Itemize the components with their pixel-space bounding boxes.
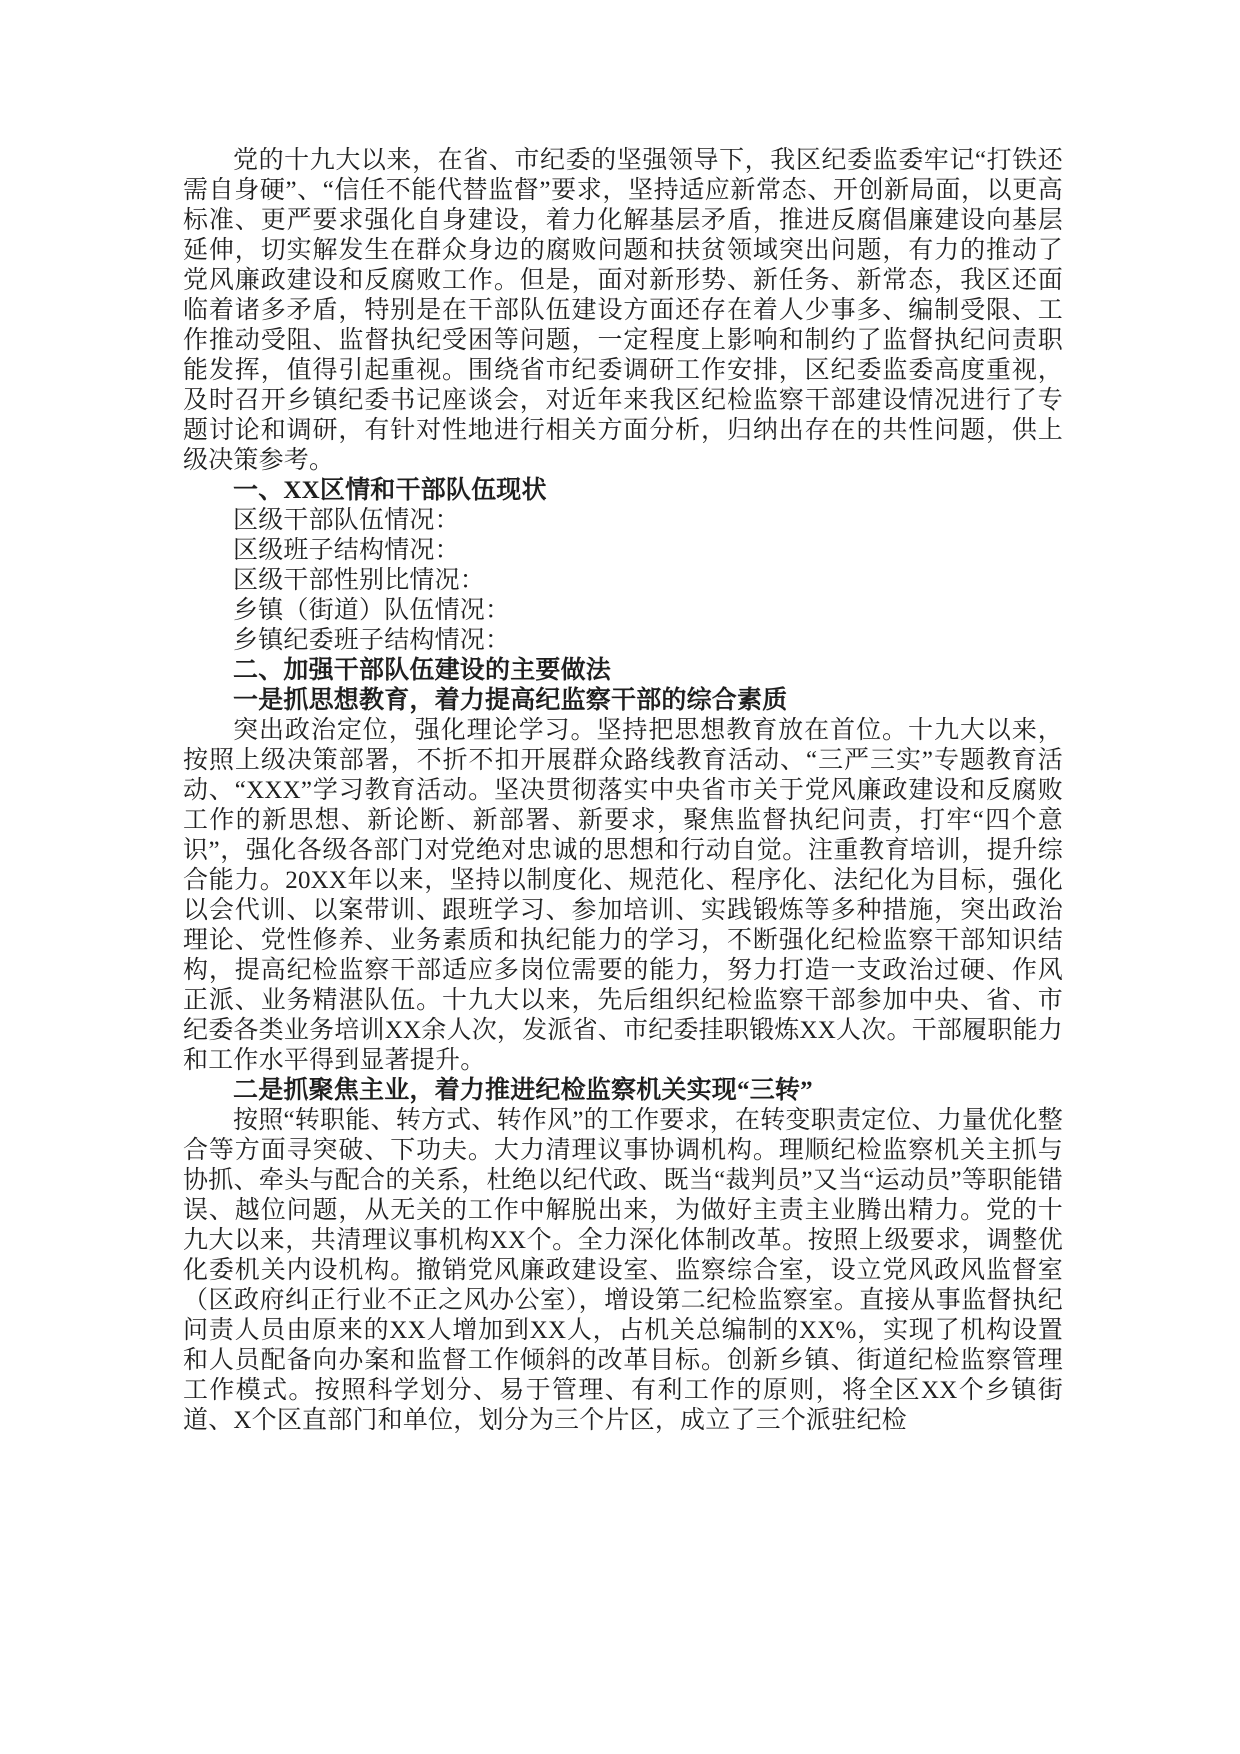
section-heading: 一、XX区情和干部队伍现状 — [233, 477, 547, 504]
paragraph: 党的十九大以来，在省、市纪委的坚强领导下，我区纪委监委牢记“打铁还需自身硬”、“信任不能代替监督”要求，坚持适应新常态、开创新局面，以更高标准、更严要求强化自身建设，着力化解基层矛盾，推进反腐倡廉建设向基层延伸，切实解发生在群众身边的腐败问题和扶贫领域突出问题，有力的推动了党风廉政建设和反腐败工作。但是，面对新形势、新任务、新常态，我区还面临着诸多矛盾，特别是在干部队伍建设方面还存在着人少事多、编制受限、工作推动受阻、监督执纪受困等问题，一定程度上影响和制约了监督执纪问责职能发挥，值得引起重视。围绕省市纪委调研工作安排，区纪委监委高度重视，及时召开乡镇纪委书记座谈会，对近年来我区纪检监察干部建设情况进行了专题讨论和调研，有针对性地进行相关方面分析，归纳出存在的共性问题，供上级决策参考。 — [183, 147, 1063, 474]
field-line: 乡镇（街道）队伍情况： — [233, 597, 511, 624]
field-line: 区级班子结构情况： — [233, 537, 460, 564]
paragraph: 按照“转职能、转方式、转作风”的工作要求，在转变职责定位、力量优化整合等方面寻突破、下功夫。大力清理议事协调机构。理顺纪检监察机关主抓与协抓、牵头与配合的关系，杜绝以纪代政、既当“裁判员”又当“运动员”等职能错误、越位问题，从无关的工作中解脱出来，为做好主责主业腾出精力。党的十九大以来，共清理议事机构XX个。全力深化体制改革。按照上级要求，调整优化委机关内设机构。撤销党风廉政建设室、监察综合室，设立党风政风监督室（区政府纠正行业不正之风办公室），增设第二纪检监察室。直接从事监督执纪问责人员由原来的XX人增加到XX人，占机关总编制的XX%，实现了机构设置和人员配备向办案和监督工作倾斜的改革目标。创新乡镇、街道纪检监察管理工作模式。按照科学划分、易于管理、有利工作的原则，将全区XX个乡镇街道、X个区直部门和单位，划分为三个片区，成立了三个派驻纪检 — [183, 1107, 1063, 1434]
document-body — [183, 146, 1063, 1436]
field-line: 区级干部性别比情况： — [233, 567, 486, 594]
section-heading: 一是抓思想教育，着力提高纪监察干部的综合素质 — [233, 687, 788, 714]
field-line: 区级干部队伍情况： — [233, 507, 460, 534]
paragraph: 突出政治定位，强化理论学习。坚持把思想教育放在首位。十九大以来，按照上级决策部署，不折不扣开展群众路线教育活动、“三严三实”专题教育活动、“XXX”学习教育活动。坚决贯彻落实中央省市关于党风廉政建设和反腐败工作的新思想、新论断、新部署、新要求，聚焦监督执纪问责，打牢“四个意识”，强化各级各部门对党绝对忠诚的思想和行动自觉。注重教育培训，提升综合能力。20XX年以来，坚持以制度化、规范化、程序化、法纪化为目标，强化以会代训、以案带训、跟班学习、参加培训、实践锻炼等多种措施，突出政治理论、党性修养、业务素质和执纪能力的学习，不断强化纪检监察干部知识结构，提高纪检监察干部适应多岗位需要的能力，努力打造一支政治过硬、作风正派、业务精湛队伍。十九大以来，先后组织纪检监察干部参加中央、省、市纪委各类业务培训XX余人次，发派省、市纪委挂职锻炼XX人次。干部履职能力和工作水平得到显著提升。 — [183, 717, 1063, 1074]
section-heading: 二、加强干部队伍建设的主要做法 — [233, 657, 612, 684]
section-heading: 二是抓聚焦主业，着力推进纪检监察机关实现“三转” — [233, 1077, 813, 1104]
field-line: 乡镇纪委班子结构情况： — [233, 627, 511, 654]
